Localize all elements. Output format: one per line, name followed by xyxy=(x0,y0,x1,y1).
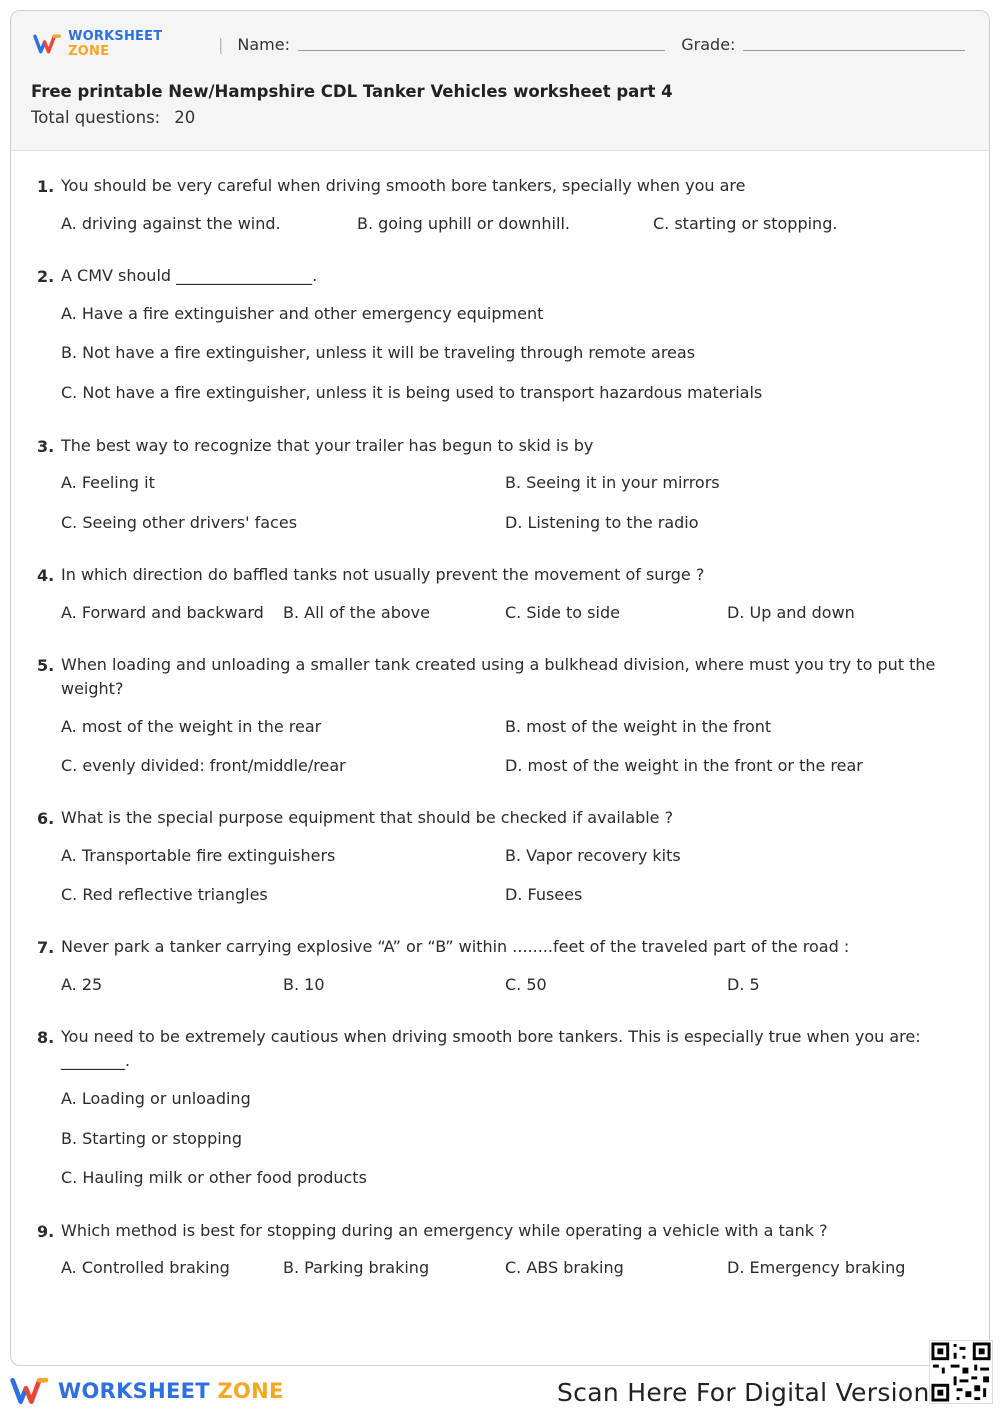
question-number: 4. xyxy=(37,566,55,585)
header-top-row xyxy=(33,29,965,59)
total-questions xyxy=(31,108,195,127)
header-brand-text: WORKSHEET ZONE xyxy=(68,29,163,59)
name-field[interactable] xyxy=(298,37,665,51)
scan-here-text: Scan Here For Digital Version xyxy=(557,1378,930,1407)
question-text: Which method is best for stopping during an emergency while operating a vehicle with a tank ? xyxy=(61,1221,828,1240)
header-separator: | xyxy=(217,34,224,54)
option-b[interactable]: B. Vapor recovery kits xyxy=(505,846,681,865)
name-label: Name: xyxy=(237,34,290,54)
page-footer xyxy=(0,1366,1000,1414)
option-a[interactable]: A. Forward and backward xyxy=(61,603,264,622)
question-text: A CMV should _________________. xyxy=(61,266,318,285)
worksheet-title: Free printable New/Hampshire CDL Tanker Vehicles worksheet part 4 xyxy=(31,82,673,101)
option-d[interactable]: D. most of the weight in the front or the rear xyxy=(505,756,863,775)
option-c[interactable]: C. Red reflective triangles xyxy=(61,885,268,904)
option-a[interactable]: A. most of the weight in the rear xyxy=(61,717,322,736)
option-a[interactable]: A. Feeling it xyxy=(61,473,155,492)
question-number: 6. xyxy=(37,809,55,828)
option-b[interactable]: B. All of the above xyxy=(283,603,430,622)
grade-label: Grade: xyxy=(681,34,736,54)
option-c[interactable]: C. Hauling milk or other food products xyxy=(61,1168,367,1187)
option-b[interactable]: B. going uphill or downhill. xyxy=(357,214,570,233)
option-a[interactable]: A. Transportable fire extinguishers xyxy=(61,846,336,865)
worksheet-zone-logo-icon xyxy=(33,33,62,55)
question-text: When loading and unloading a smaller tank created using a bulkhead division, where must you try to put the weight? xyxy=(61,655,936,698)
question-text: What is the special purpose equipment that should be checked if available ? xyxy=(61,808,674,827)
worksheet-header xyxy=(11,11,989,151)
option-a[interactable]: A. Have a fire extinguisher and other emergency equipment xyxy=(61,304,544,323)
option-b[interactable]: B. Not have a fire extinguisher, unless it will be traveling through remote areas xyxy=(61,343,696,362)
option-a[interactable]: A. Controlled braking xyxy=(61,1258,230,1277)
option-a[interactable]: A. driving against the wind. xyxy=(61,214,281,233)
question-number: 1. xyxy=(37,177,55,196)
option-c[interactable]: C. 50 xyxy=(505,975,547,994)
option-c[interactable]: C. ABS braking xyxy=(505,1258,624,1277)
option-b[interactable]: B. 10 xyxy=(283,975,325,994)
question-number: 7. xyxy=(37,938,55,957)
option-a[interactable]: A. 25 xyxy=(61,975,103,994)
option-d[interactable]: D. Listening to the radio xyxy=(505,513,699,532)
question-text: Never park a tanker carrying explosive “A” or “B” within ........feet of the traveled part of the road : xyxy=(61,937,850,956)
option-b[interactable]: B. most of the weight in the front xyxy=(505,717,772,736)
option-c[interactable]: C. evenly divided: front/middle/rear xyxy=(61,756,346,775)
option-c[interactable]: C. Seeing other drivers' faces xyxy=(61,513,298,532)
option-a[interactable]: A. Loading or unloading xyxy=(61,1089,251,1108)
total-questions-label: Total questions: xyxy=(31,108,161,127)
option-d[interactable]: D. Emergency braking xyxy=(727,1258,906,1277)
question-number: 8. xyxy=(37,1028,55,1047)
option-d[interactable]: D. Up and down xyxy=(727,603,855,622)
option-c[interactable]: C. starting or stopping. xyxy=(653,214,838,233)
option-d[interactable]: D. Fusees xyxy=(505,885,583,904)
option-b[interactable]: B. Starting or stopping xyxy=(61,1129,242,1148)
question-text: In which direction do baffled tanks not usually prevent the movement of surge ? xyxy=(61,565,705,584)
option-b[interactable]: B. Seeing it in your mirrors xyxy=(505,473,720,492)
footer-logo xyxy=(10,1376,284,1406)
question-text: You need to be extremely cautious when driving smooth bore tankers. This is especially true when you are: ________. xyxy=(61,1027,921,1070)
option-c[interactable]: C. Not have a fire extinguisher, unless it is being used to transport hazardous materials xyxy=(61,383,763,402)
option-c[interactable]: C. Side to side xyxy=(505,603,620,622)
worksheet-zone-logo-icon xyxy=(10,1376,50,1406)
total-questions-value: 20 xyxy=(174,108,196,127)
worksheet-sheet xyxy=(10,10,990,1366)
question-number: 9. xyxy=(37,1222,55,1241)
question-text: You should be very careful when driving smooth bore tankers, specially when you are xyxy=(61,176,746,195)
question-number: 5. xyxy=(37,656,55,675)
option-d[interactable]: D. 5 xyxy=(727,975,760,994)
option-b[interactable]: B. Parking braking xyxy=(283,1258,430,1277)
question-number: 2. xyxy=(37,267,55,286)
header-logo xyxy=(33,29,204,59)
qr-code-icon[interactable] xyxy=(929,1340,993,1404)
question-number: 3. xyxy=(37,437,55,456)
footer-brand-text: WORKSHEET ZONE xyxy=(58,1379,284,1403)
question-text: The best way to recognize that your trailer has begun to skid is by xyxy=(61,436,594,455)
grade-field[interactable] xyxy=(743,37,965,51)
